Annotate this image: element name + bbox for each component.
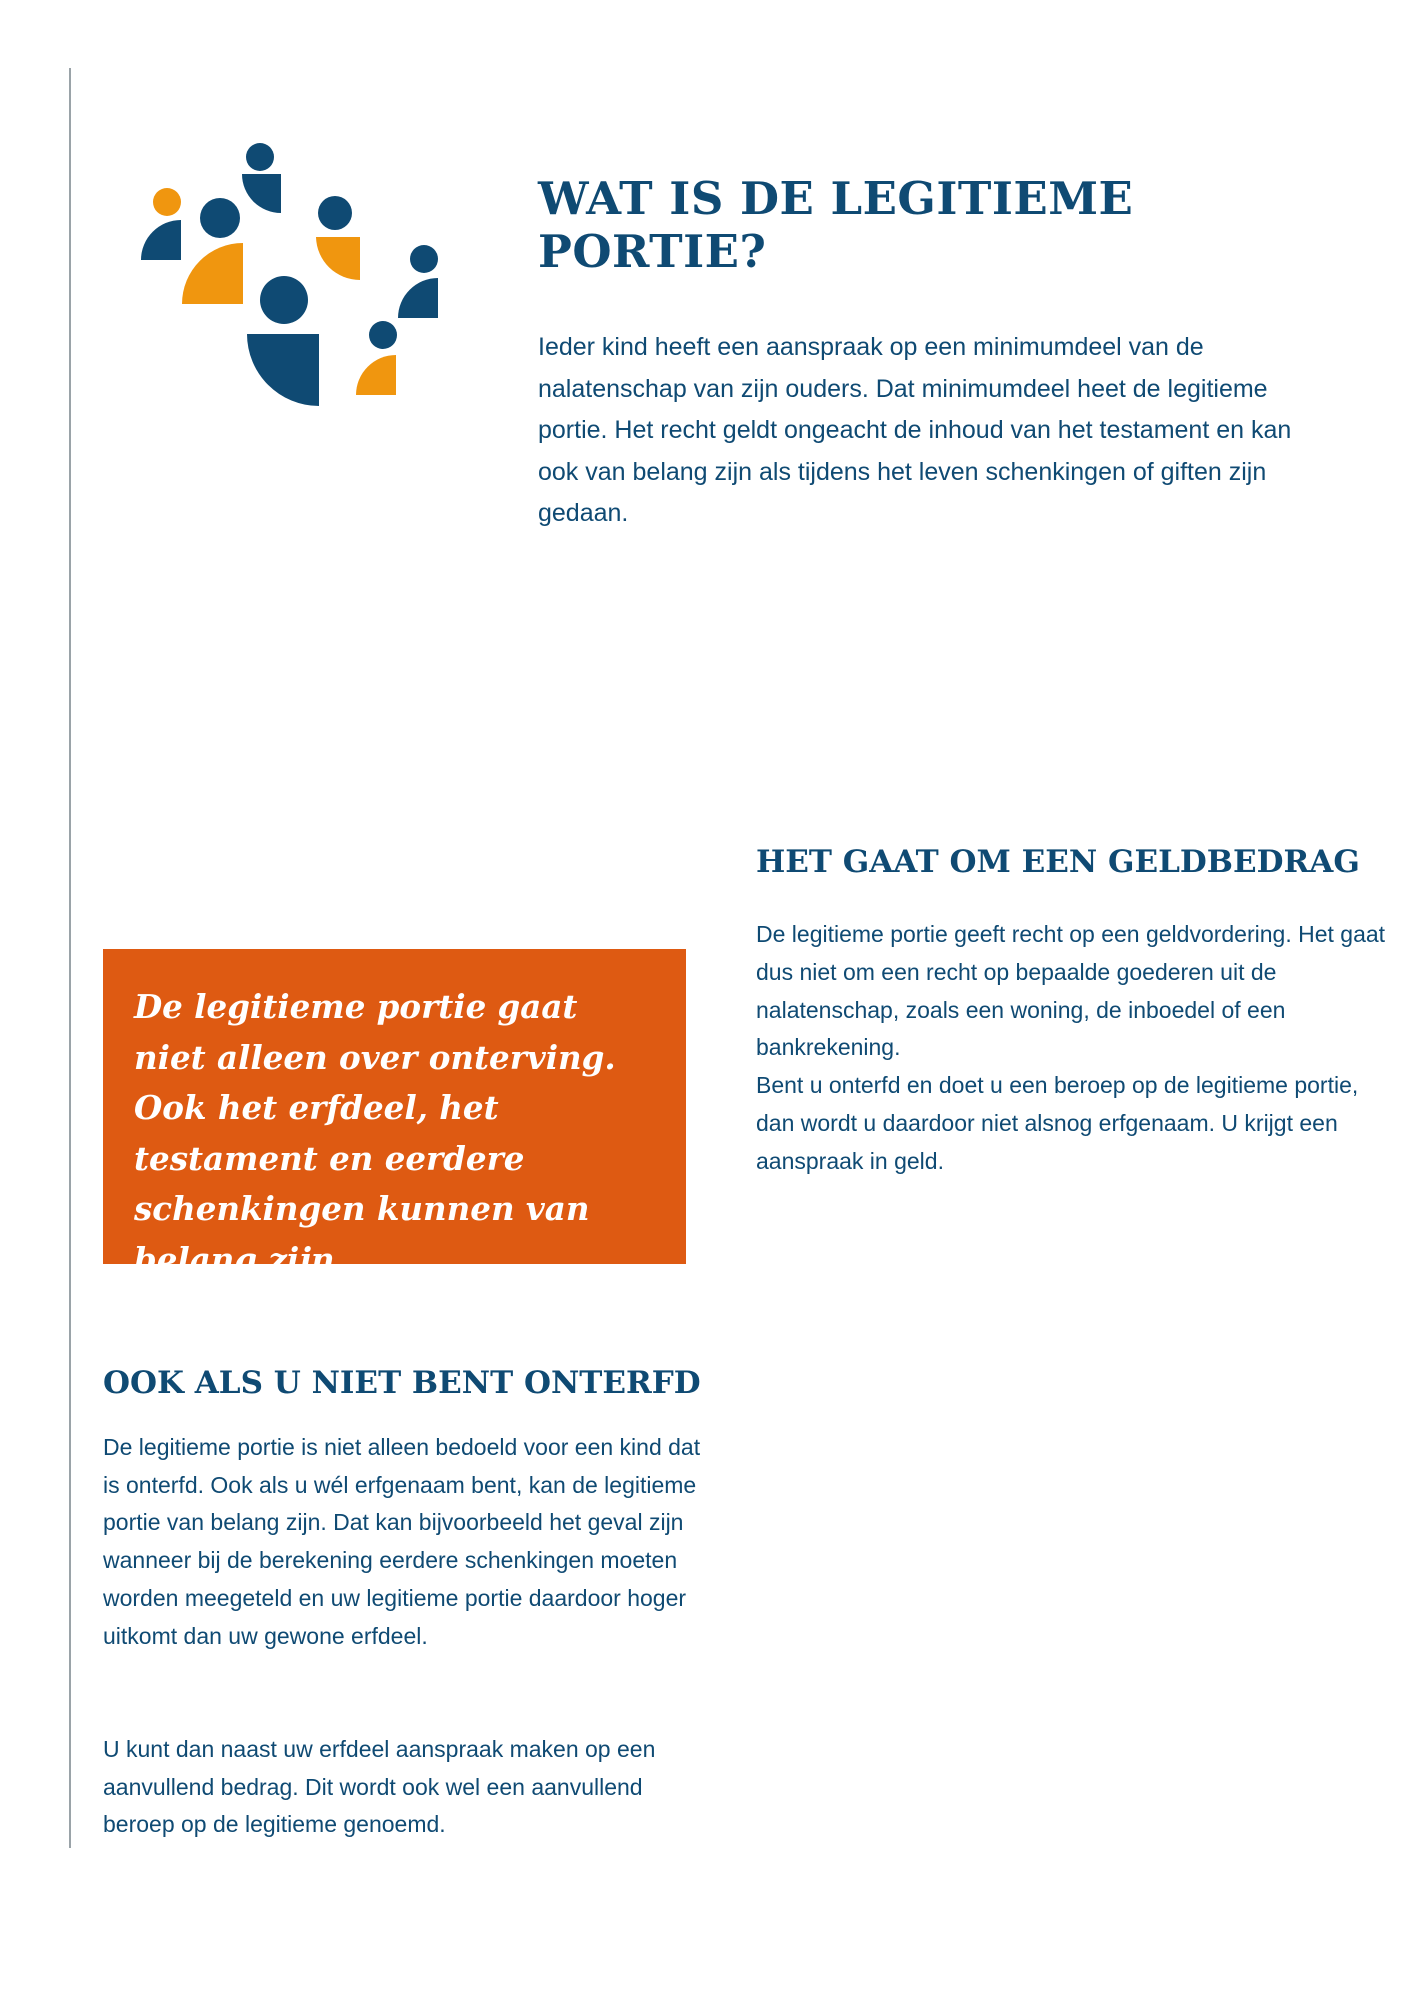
pull-quote-text: De legitieme portie gaat niet alleen over onterving. Ook het erfdeel, het testament en eerdere schenkingen kunnen van belang zijn. <box>134 987 616 1279</box>
not-disinherited-paragraph-1: De legitieme portie is niet alleen bedoeld voor een kind dat is onterfd. Ook als u wél erfgenaam bent, kan de legitieme portie van belang zijn. Dat kan bijvoorbeeld het geval zijn wanneer bij de berekening eerdere schenkingen moeten worden meegeteld en uw legitieme portie daardoor hoger uitkomt dan uw gewone erfdeel. <box>103 1434 701 1649</box>
not-disinherited-heading: OOK ALS U NIET BENT ONTERFD <box>103 1365 701 1401</box>
people-group-icon <box>138 136 448 416</box>
pull-quote-box <box>103 949 686 1279</box>
money-section-paragraph-2: Bent u onterfd en doet u een beroep op de legitieme portie, dan wordt u daardoor niet alsnog erfgenaam. U krijgt een aanspraak in geld. <box>756 1072 1359 1174</box>
not-disinherited-paragraph-2: U kunt dan naast uw erfdeel aanspraak maken op een aanvullend bedrag. Dit wordt ook wel een aanvullend beroep op de legitieme genoemd. <box>103 1736 656 1838</box>
money-section-paragraph-1: De legitieme portie geeft recht op een geldvordering. Het gaat dus niet om een recht op bepaalde goederen uit de nalatenschap, zoals een woning, de inboedel of een bankrekening. <box>756 921 1386 1061</box>
intro-paragraph: Ieder kind heeft een aanspraak op een minimumdeel van de nalatenschap van zijn ouders. Dat minimumdeel heet de legitieme portie. Het recht geldt ongeacht de inhoud van het testament en kan ook van belang zijn als tijdens het leven schenkingen of giften zijn gedaan. <box>538 333 1292 527</box>
money-section-body <box>756 916 1396 1181</box>
left-margin-divider <box>69 68 71 1848</box>
money-section-heading: HET GAAT OM EEN GELDBEDRAG <box>756 844 1360 880</box>
page-title: WAT IS DE LEGITIEME PORTIE? <box>538 172 1134 278</box>
